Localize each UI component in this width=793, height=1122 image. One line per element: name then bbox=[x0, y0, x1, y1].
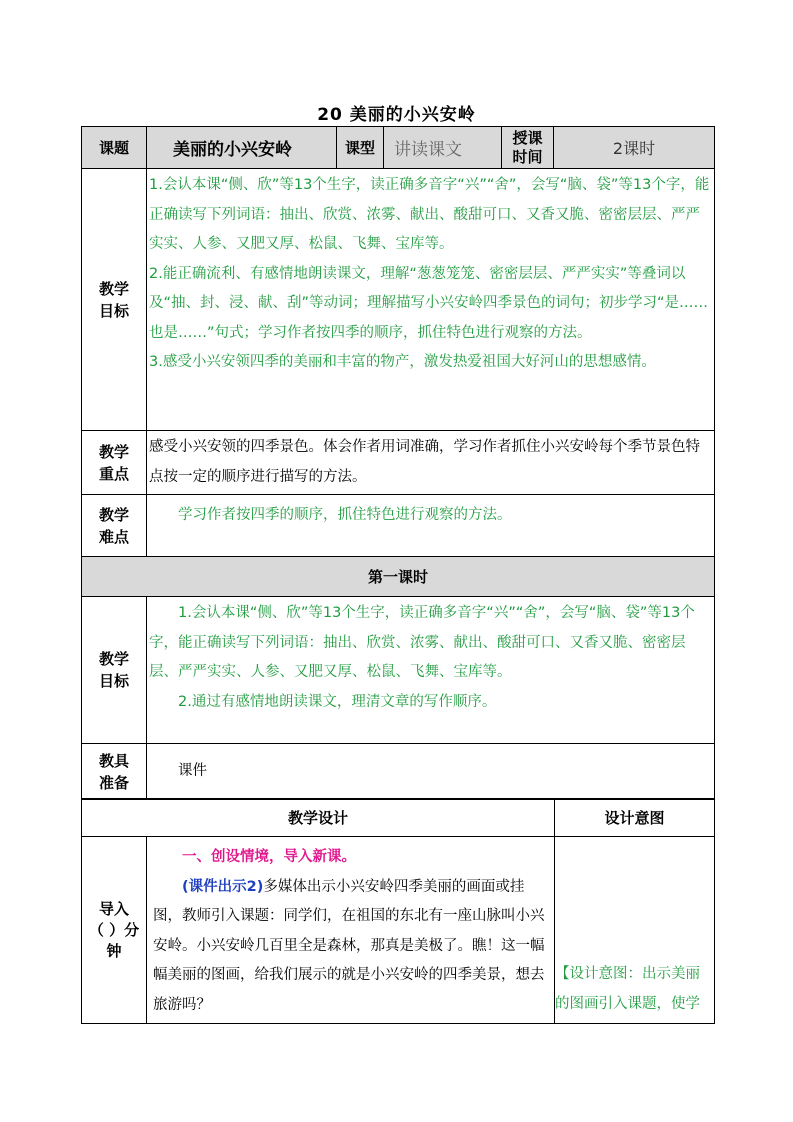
intro-content bbox=[147, 837, 555, 1024]
topic-value: 美丽的小兴安岭 bbox=[147, 127, 337, 169]
design-header-row bbox=[82, 799, 715, 837]
objectives-content bbox=[147, 169, 715, 431]
difficulties-label bbox=[82, 495, 147, 557]
materials-label bbox=[82, 744, 147, 800]
intro-label-line1: 导入 bbox=[98, 899, 129, 918]
courseware-tag: (课件出示2) bbox=[182, 878, 264, 895]
time-label-line1: 授课 bbox=[512, 128, 543, 147]
step-text-body: 多媒体出示小兴安岭四季美丽的画面或挂图，教师引入课题：同学们，在祖国的东北有一座山脉叫小兴安岭。小兴安岭几百里全是森林，那真是美极了。瞧！这一幅幅美丽的图画，给我们展示的就是小兴安岭的四季美景，想去旅游吗？ bbox=[153, 878, 545, 1013]
key-points-label bbox=[82, 431, 147, 495]
page-title: 20 美丽的小兴安岭 bbox=[317, 105, 476, 125]
first-lesson-row bbox=[82, 557, 715, 597]
materials-row bbox=[82, 744, 715, 800]
difficulties-label-line1: 教学 bbox=[98, 505, 129, 524]
difficulties-content: 学习作者按四季的顺序，抓住特色进行观察的方法。 bbox=[147, 495, 715, 557]
first-lesson-objectives-content bbox=[147, 597, 715, 744]
objectives-label-line2: 目标 bbox=[98, 301, 129, 320]
intro-label bbox=[82, 837, 147, 1024]
materials-label-line1: 教具 bbox=[98, 751, 129, 770]
type-value: 讲读课文 bbox=[384, 127, 502, 169]
lesson-plan-table bbox=[81, 126, 715, 800]
step-title: 一、创设情境，导入新课。 bbox=[182, 849, 356, 865]
objectives-row bbox=[82, 169, 715, 431]
objectives-label-line1: 教学 bbox=[98, 279, 129, 298]
key-points-label-line1: 教学 bbox=[98, 442, 129, 461]
first-lesson-objectives-label bbox=[82, 597, 147, 744]
time-label bbox=[502, 127, 554, 169]
intro-label-line3: 钟 bbox=[106, 941, 122, 960]
time-value: 2课时 bbox=[554, 127, 715, 169]
step-text bbox=[153, 873, 550, 1021]
type-label: 课型 bbox=[337, 127, 384, 169]
first-lesson-objectives-label-line1: 教学 bbox=[98, 650, 129, 668]
intent-heading: 设计意图 bbox=[555, 799, 715, 837]
first-lesson-objectives-label-line2: 目标 bbox=[98, 672, 129, 690]
objective-item: 1.会认本课“侧、欣”等13个生字，读正确多音字“兴”“舍”，会写“脑、袋”等13个字，能正确读写下列词语：抽出、欣赏、浓雾、献出、酸甜可口、又香又脆、密密层层、严严实实、人参、又肥又厚、松鼠、飞舞、宝库等。 bbox=[149, 177, 710, 252]
design-heading: 教学设计 bbox=[82, 799, 555, 837]
key-points-content: 感受小兴安领的四季景色。体会作者用词准确，学习作者抓住小兴安岭每个季节景色特点按一定的顺序进行描写的方法。 bbox=[147, 431, 715, 495]
time-label-line2: 时间 bbox=[512, 147, 543, 166]
key-points-row bbox=[82, 431, 715, 495]
key-points-label-line2: 重点 bbox=[98, 464, 129, 483]
topic-label: 课题 bbox=[82, 127, 147, 169]
intro-label-line2: （ ）分 bbox=[88, 920, 140, 939]
objective-item: 3.感受小兴安领四季的美丽和丰富的物产，激发热爱祖国大好河山的思想感情。 bbox=[149, 354, 656, 370]
objectives-label bbox=[82, 169, 147, 431]
intro-row bbox=[82, 837, 715, 1024]
first-lesson-objective-item: 1.会认本课“侧、欣”等13个生字，读正确多音字“兴”“舍”，会写“脑、袋”等13个字，能正确读写下列词语：抽出、欣赏、浓雾、献出、酸甜可口、又香又脆、密密层层、严严实实、人参、又肥又厚、松鼠、飞舞、宝库等。 bbox=[149, 605, 695, 680]
difficulties-row bbox=[82, 495, 715, 557]
materials-label-line2: 准备 bbox=[98, 773, 129, 792]
header-row bbox=[82, 127, 715, 169]
first-lesson-heading: 第一课时 bbox=[82, 557, 715, 597]
objective-item: 2.能正确流利、有感情地朗读课文，理解“葱葱笼笼、密密层层、严严实实”等叠词以及“抽、封、浸、献、刮”等动词；理解描写小兴安岭四季景色的词句；初步学习“是……也是……”句式；学习作者按四季的顺序，抓住特色进行观察的方法。 bbox=[149, 265, 709, 341]
first-lesson-objectives-row bbox=[82, 597, 715, 744]
first-lesson-objective-item: 2.通过有感情地朗读课文，理清文章的写作顺序。 bbox=[178, 693, 497, 710]
design-table bbox=[81, 798, 715, 1024]
difficulties-label-line2: 难点 bbox=[98, 527, 129, 546]
materials-content: 课件 bbox=[147, 744, 715, 800]
intent-content: 【设计意图：出示美丽的图画引入课题，使学 bbox=[555, 837, 715, 1024]
